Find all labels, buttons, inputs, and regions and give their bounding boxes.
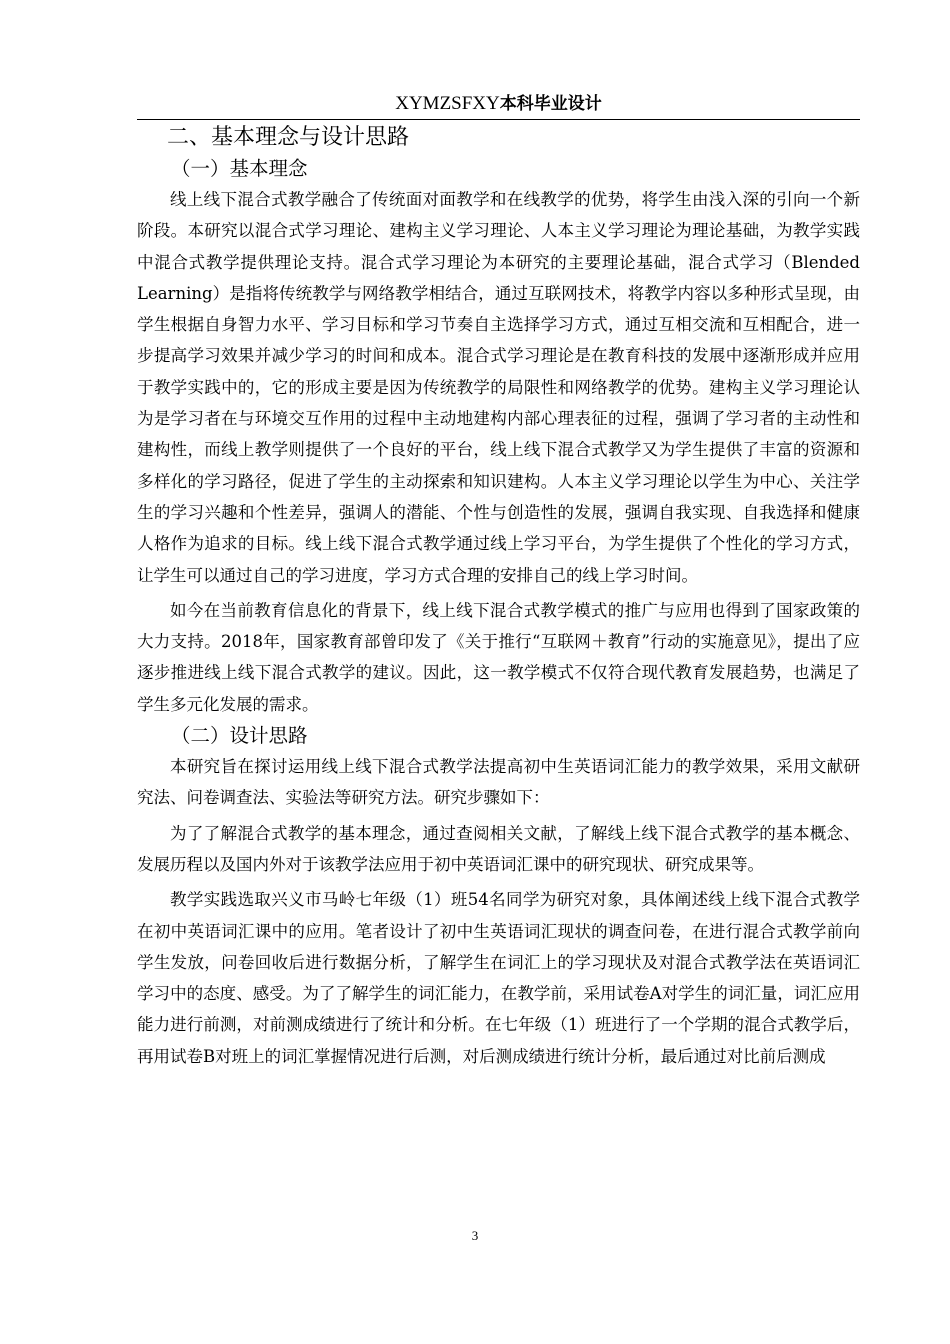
section-heading: 二、基本理念与设计思路	[167, 125, 410, 150]
page-number: 3	[471, 1228, 479, 1243]
header-title: 本科毕业设计	[499, 94, 602, 114]
paragraph: 线上线下混合式教学融合了传统面对面教学和在线教学的优势，将学生由浅入深的引向一个新阶段。本研究以混合式学习理论、建构主义学习理论、人本主义学习理论为理论基础，为教学实践中混合式教学提供理论支持。混合式学习理论为本研究的主要理论基础，混合式学习（Blended Learning）是指将传统教学与网络教学相结合，通过互联网技术，将教学内容以多种形式呈现，由学生根据自身智力水平、学习目标和学习节奏自主选择学习方式，通过互相交流和互相配合，进一步提高学习效果并减少学习的时间和成本。混合式学习理论是在教育科技的发展中逐渐形成并应用于教学实践中的，它的形成主要是因为传统教学的局限性和网络教学的优势。建构主义学习理论认为是学习者在与环境交互作用的过程中主动地建构内部心理表征的过程，强调了学习者的主动性和建构性，而线上教学则提供了一个良好的平台，线上线下混合式教学又为学生提供了丰富的资源和多样化的学习路径，促进了学生的主动探索和知识建构。人本主义学习理论以学生为中心、关注学生的学习兴趣和个性差异，强调人的潜能、个性与创造性的发展，强调自我实现、自我选择和健康人格作为追求的目标。线上线下混合式教学通过线上学习平台，为学生提供了个性化的学习方式，让学生可以通过自己的学习进度，学习方式合理的安排自己的线上学习时间。	[137, 190, 860, 585]
paragraph: 如今在当前教育信息化的背景下，线上线下混合式教学模式的推广与应用也得到了国家政策的大力支持。2018年，国家教育部曾印发了《关于推行“互联网＋教育”行动的实施意见》，提出了应逐步推进线上线下混合式教学的建议。因此，这一教学模式不仅符合现代教育发展趋势，也满足了学生多元化发展的需求。	[137, 600, 860, 714]
subsection-heading-design-approach: （二）设计思路	[171, 724, 308, 748]
page-body	[137, 120, 860, 1072]
running-header	[137, 90, 860, 118]
paragraph: 本研究旨在探讨运用线上线下混合式教学法提高初中生英语词汇能力的教学效果，采用文献研究法、问卷调查法、实验法等研究方法。研究步骤如下：	[137, 757, 860, 808]
paragraph: 教学实践选取兴义市马岭七年级（1）班54名同学为研究对象，具体阐述线上线下混合式教学在初中英语词汇课中的应用。笔者设计了初中生英语词汇现状的调查问卷，在进行混合式教学前向学生发放，问卷回收后进行数据分析，了解学生在词汇上的学习现状及对混合式教学法在英语词汇学习中的态度、感受。为了了解学生的词汇能力，在教学前，采用试卷A对学生的词汇量，词汇应用能力进行前测，对前测成绩进行了统计和分析。在七年级（1）班进行了一个学期的混合式教学后，再用试卷B对班上的词汇掌握情况进行后测，对后测成绩进行统计分析，最后通过对比前后测成	[137, 890, 860, 1066]
paragraph: 为了了解混合式教学的基本理念，通过查阅相关文献，了解线上线下混合式教学的基本概念、发展历程以及国内外对于该教学法应用于初中英语词汇课中的研究现状、研究成果等。	[137, 823, 860, 874]
header-latin: XYMZSFXY	[395, 93, 500, 114]
subsection-heading-basic-concept: （一）基本理念	[171, 157, 308, 180]
